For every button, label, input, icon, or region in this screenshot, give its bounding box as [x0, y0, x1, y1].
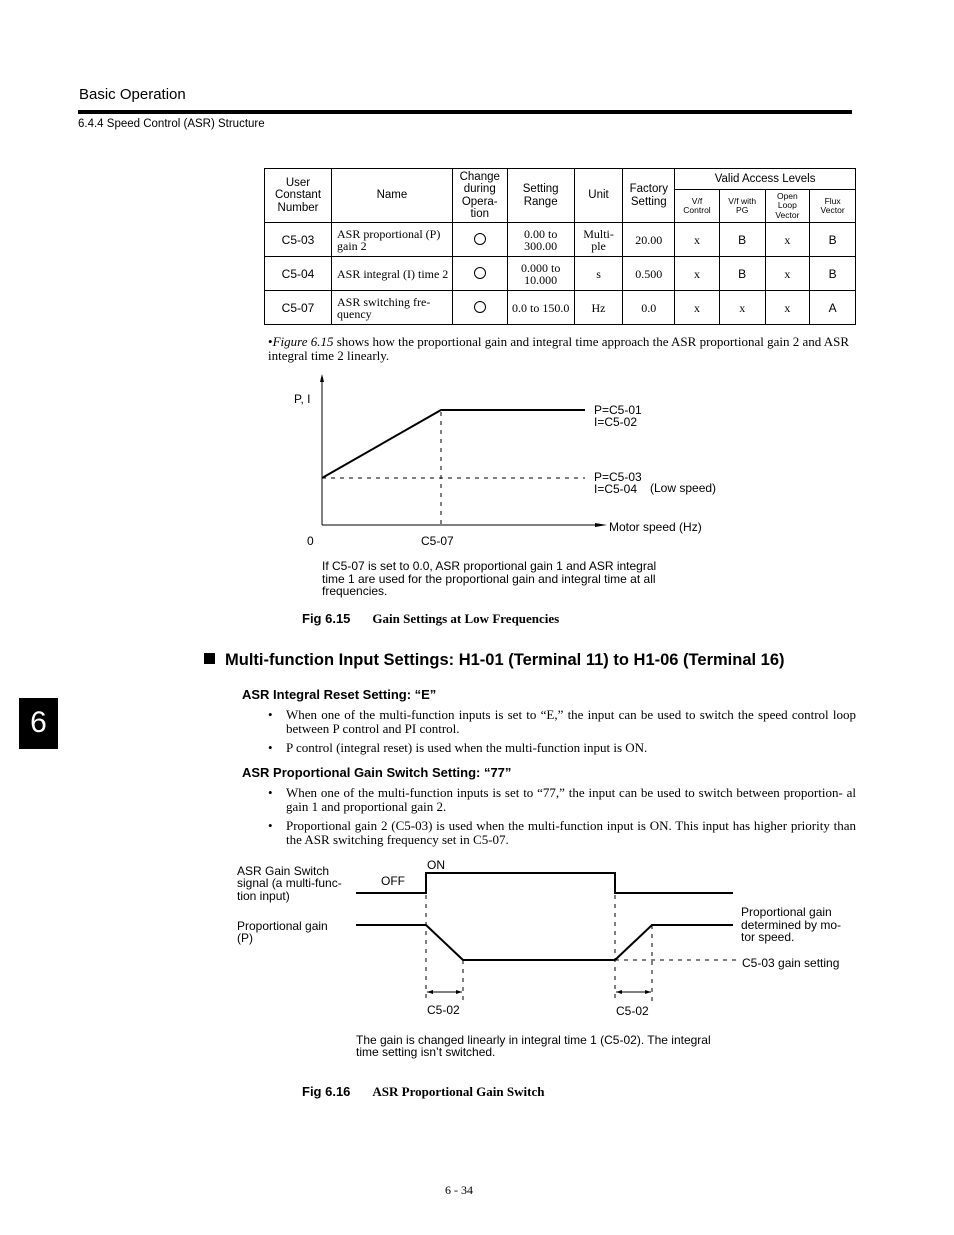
- cell-olv: x: [765, 257, 810, 291]
- cell-factory: 0.0: [623, 291, 675, 325]
- table-row: [265, 223, 856, 257]
- section-heading-text: Multi-function Input Settings: H1-01 (Terminal 11) to H1-06 (Terminal 16): [225, 651, 785, 669]
- figure-number: Fig 6.16: [302, 1084, 351, 1099]
- right-label-line: Proportional gain: [741, 905, 832, 919]
- cell-vf: x: [675, 223, 720, 257]
- header-vf: V/f Control: [675, 190, 720, 223]
- bullet-list: [268, 708, 856, 760]
- cell-vf: x: [675, 257, 720, 291]
- cell-vfpg: x: [719, 291, 765, 325]
- figure-caption: [302, 611, 559, 627]
- header-vfpg: V/f with PG: [719, 190, 765, 223]
- list-item: [268, 786, 856, 814]
- bullet-icon: •: [268, 818, 273, 833]
- gain-switch-timing-diagram: [230, 855, 860, 1065]
- cell-change: [452, 291, 507, 325]
- table-row: [265, 291, 856, 325]
- cell-flux: A: [810, 291, 856, 325]
- cell-unit: Hz: [574, 291, 623, 325]
- c5-02-right-label: C5-02: [616, 1004, 649, 1018]
- header-change: Change during Opera- tion: [452, 169, 507, 223]
- x-tick-label: C5-07: [421, 534, 454, 548]
- table-row: [265, 257, 856, 291]
- gain-waveform: [356, 925, 733, 960]
- figure-title: ASR Proportional Gain Switch: [372, 1084, 545, 1099]
- right-label-line: determined by mo-: [741, 918, 842, 932]
- right-label-line: tor speed.: [741, 930, 795, 944]
- list-item: [268, 741, 856, 755]
- arrowhead-icon: [645, 990, 651, 994]
- header-name: Name: [332, 169, 453, 223]
- list-item: [268, 819, 856, 847]
- header-rule: [78, 110, 852, 114]
- gain-curve: [322, 410, 585, 478]
- arrowhead-icon: [427, 990, 433, 994]
- x-axis-label: Motor speed (Hz): [609, 520, 702, 534]
- switch-signal-waveform: [356, 873, 733, 893]
- figure-title: Gain Settings at Low Frequencies: [372, 611, 560, 626]
- header-user-constant: User Constant Number: [265, 169, 332, 223]
- arrowhead-icon: [456, 990, 462, 994]
- cell-change: [452, 257, 507, 291]
- header-flux: Flux Vector: [810, 190, 856, 223]
- cell-factory: 0.500: [623, 257, 675, 291]
- subheading-integral-reset: ASR Integral Reset Setting: “E”: [242, 687, 437, 702]
- bullet-icon: •: [268, 707, 273, 722]
- cell-name: ASR integral (I) time 2: [332, 257, 453, 291]
- gain-label-line: (P): [237, 931, 253, 945]
- square-bullet-icon: [204, 653, 215, 664]
- fig616-note-line: The gain is changed linearly in integral time 1 (C5-02). The integral: [356, 1033, 711, 1047]
- circle-icon: [474, 267, 486, 279]
- fig616-note-line: time setting isn’t switched.: [356, 1045, 496, 1059]
- c5-03-label: C5-03 gain setting: [742, 956, 840, 970]
- y-axis-arrow-icon: [320, 374, 324, 382]
- cell-vfpg: B: [719, 257, 765, 291]
- cell-range: 0.00 to 300.00: [507, 223, 574, 257]
- figure-note-paragraph: [268, 335, 858, 363]
- list-item-text: When one of the multi-function inputs is set to “77,” the input can be used to switch between proportion- al gain 1 and proportional gain 2.: [286, 785, 856, 814]
- parameter-table: [264, 168, 856, 325]
- header-olv: Open Loop Vector: [765, 190, 810, 223]
- cell-factory: 20.00: [623, 223, 675, 257]
- bullet-icon: •: [268, 785, 273, 800]
- section-title: Basic Operation: [79, 86, 186, 103]
- cell-number: C5-03: [265, 223, 332, 257]
- subsection-title: 6.4.4 Speed Control (ASR) Structure: [78, 118, 265, 130]
- chapter-tab: 6: [19, 698, 58, 749]
- cell-vf: x: [675, 291, 720, 325]
- figure-reference: Figure 6.15: [272, 334, 334, 349]
- off-label: OFF: [381, 874, 405, 888]
- c5-02-left-label: C5-02: [427, 1003, 460, 1017]
- list-item-text: Proportional gain 2 (C5-03) is used when the multi-function input is ON. This input has higher priority than the ASR switching frequency set in C5-07.: [286, 818, 856, 847]
- upper-i-label: I=C5-02: [594, 415, 638, 429]
- cell-olv: x: [765, 291, 810, 325]
- figure-number: Fig 6.15: [302, 611, 351, 626]
- cell-vfpg: B: [719, 223, 765, 257]
- cell-name: ASR switching fre- quency: [332, 291, 453, 325]
- gain-settings-graph: [280, 370, 740, 555]
- signal-label-line: tion input): [237, 889, 290, 903]
- lower-p-label: P=C5-03: [594, 470, 642, 484]
- arrowhead-icon: [616, 990, 622, 994]
- figure-caption: [302, 1084, 544, 1100]
- list-item: [268, 708, 856, 736]
- cell-flux: B: [810, 223, 856, 257]
- low-speed-label: (Low speed): [650, 481, 717, 495]
- figure-note: If C5-07 is set to 0.0, ASR proportional gain 1 and ASR integral time 1 are used for the proportional gain and integral time at all frequencies.: [322, 559, 657, 598]
- origin-label: 0: [307, 534, 314, 548]
- circle-icon: [474, 301, 486, 313]
- subheading-gain-switch: ASR Proportional Gain Switch Setting: “77”: [242, 765, 512, 780]
- list-item-text: P control (integral reset) is used when the multi-function input is ON.: [286, 740, 648, 755]
- cell-change: [452, 223, 507, 257]
- lower-i-label: I=C5-04: [594, 482, 638, 496]
- header-factory: Factory Setting: [623, 169, 675, 223]
- on-label: ON: [427, 858, 445, 872]
- header-setting-range: Setting Range: [507, 169, 574, 223]
- cell-range: 0.000 to 10.000: [507, 257, 574, 291]
- upper-p-label: P=C5-01: [594, 403, 642, 417]
- list-item-text: When one of the multi-function inputs is set to “E,” the input can be used to switch the speed control loop between P control and PI control.: [286, 707, 856, 736]
- bullet-icon: •: [268, 740, 273, 755]
- cell-flux: B: [810, 257, 856, 291]
- cell-number: C5-04: [265, 257, 332, 291]
- x-axis-arrow-icon: [595, 523, 607, 527]
- header-access-levels: Valid Access Levels: [675, 169, 856, 190]
- cell-unit: Multi- ple: [574, 223, 623, 257]
- cell-number: C5-07: [265, 291, 332, 325]
- cell-name: ASR proportional (P) gain 2: [332, 223, 453, 257]
- cell-olv: x: [765, 223, 810, 257]
- cell-unit: s: [574, 257, 623, 291]
- y-axis-label: P, I: [294, 392, 311, 406]
- gain-label-line: Proportional gain: [237, 919, 328, 933]
- bullet-list: [268, 786, 856, 852]
- signal-label-line: signal (a multi-func-: [237, 876, 342, 890]
- signal-label-line: ASR Gain Switch: [237, 864, 330, 878]
- cell-range: 0.0 to 150.0: [507, 291, 574, 325]
- section-heading: [204, 651, 785, 670]
- bullet-icon: •: [268, 334, 273, 349]
- page-number: 6 - 34: [445, 1183, 473, 1197]
- header-unit: Unit: [574, 169, 623, 223]
- note-text: shows how the proportional gain and integral time approach the ASR proportional gain 2 and ASR integral time 2 linearly.: [268, 334, 850, 363]
- circle-icon: [474, 233, 486, 245]
